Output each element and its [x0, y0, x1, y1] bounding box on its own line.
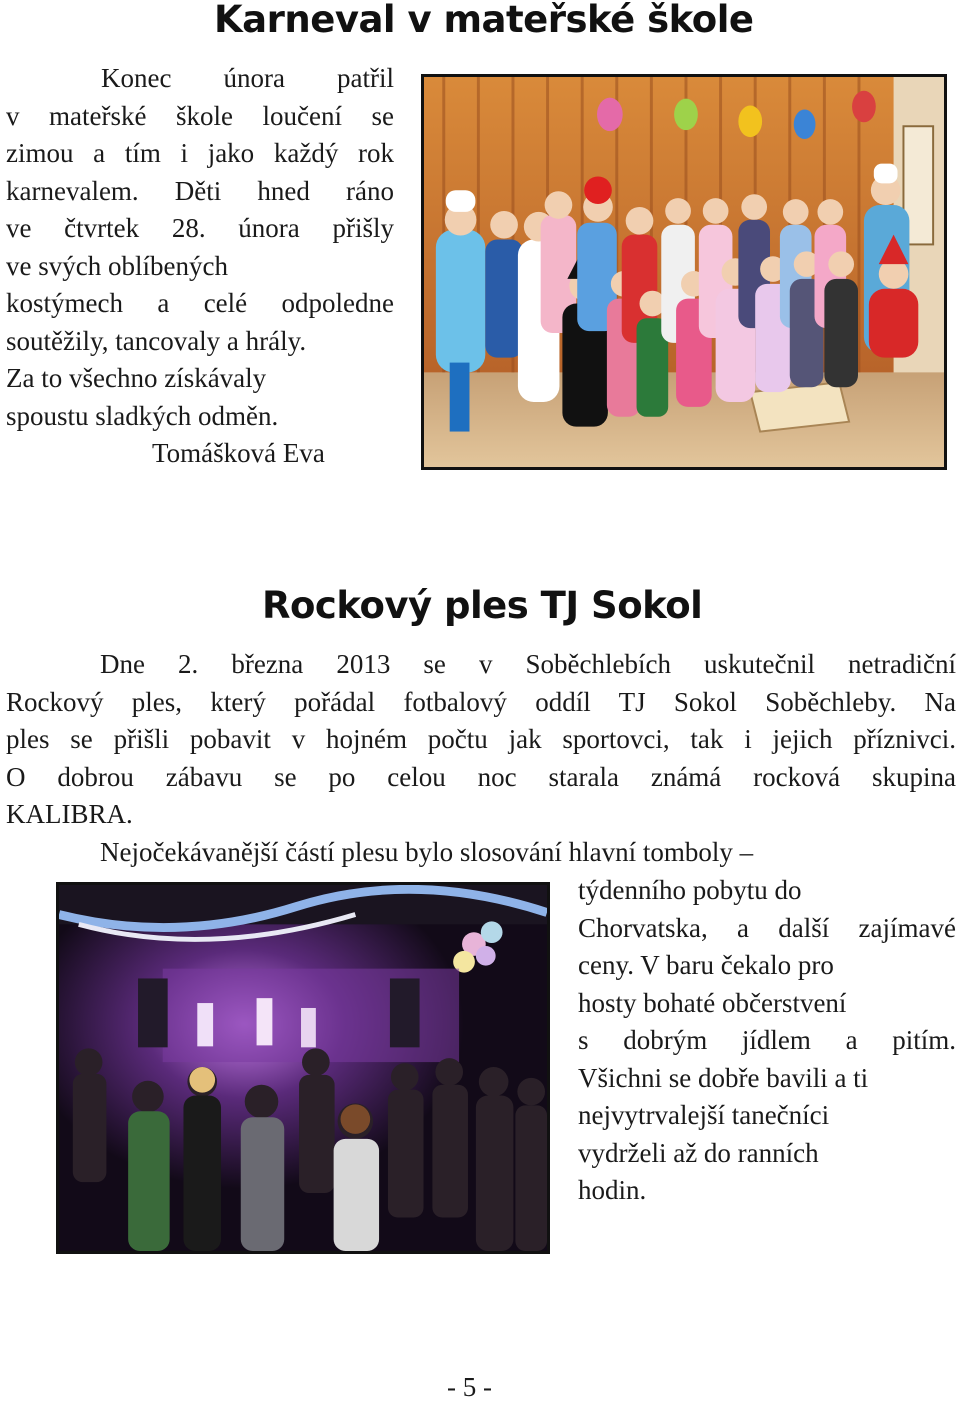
article2-line: hosty bohaté občerstvení [578, 987, 847, 1018]
article1-line: ve svých oblíbených [6, 250, 228, 281]
article2-line: vydrželi až do ranních [578, 1137, 819, 1168]
article1-body [6, 60, 394, 473]
article2-line: O dobrou zábavu se po celou noc starala známá rocková skupina [6, 761, 956, 792]
rock-ball-photo [56, 882, 550, 1254]
article2-line: hodin. [578, 1175, 647, 1205]
article2-para2-side [578, 872, 956, 1210]
article2-line: ples se přišli pobavit v hojném počtu jak sportovci, tak i jejich příznivci. [6, 724, 956, 754]
page-number: - 5 - [447, 1372, 492, 1402]
article2-line: Dne 2. března 2013 se v Soběchlebích uskutečnil netradiční [100, 649, 956, 679]
article2-para1 [6, 646, 956, 834]
article2-line: ceny. V baru čekalo pro [578, 950, 834, 980]
article1-line: Konec února patřil [101, 63, 394, 93]
article2-line: Rockový ples, který pořádal fotbalový oddíl TJ Sokol Soběchleby. Na [6, 686, 956, 717]
article1-line: soutěžily, tancovaly a hrály. [6, 325, 307, 356]
article1-line: zimou a tím i jako každý rok [6, 138, 394, 168]
article1-line: karnevalem. Děti hned ráno [6, 175, 394, 206]
article2-line: týdenního pobytu do [578, 875, 802, 905]
article2-line: KALIBRA. [6, 799, 133, 829]
article1-line: spoustu sladkých odměn. [6, 400, 279, 431]
article1-title: Karneval v mateřské škole [214, 0, 754, 41]
article2-title: Rockový ples TJ Sokol [262, 584, 703, 627]
article1-author: Tomášková Eva [152, 438, 325, 468]
article2-line: Chorvatska, a další zajímavé [578, 912, 956, 943]
article1-line: v mateřské škole loučení se [6, 100, 394, 131]
article1-line: Za to všechno získávaly [6, 363, 267, 393]
article2-line: Všichni se dobře bavili a ti [578, 1062, 869, 1093]
article2-para2-first: Nejočekávanější částí plesu bylo slosování hlavní tomboly – [100, 837, 754, 867]
article2-line: s dobrým jídlem a pitím. [578, 1025, 956, 1055]
article2-line: nejvytrvalejší tanečníci [578, 1100, 830, 1130]
article1-line: ve čtvrtek 28. února přišly [6, 213, 394, 243]
article1-line: kostýmech a celé odpoledne [6, 288, 394, 318]
carnival-photo [421, 74, 947, 470]
